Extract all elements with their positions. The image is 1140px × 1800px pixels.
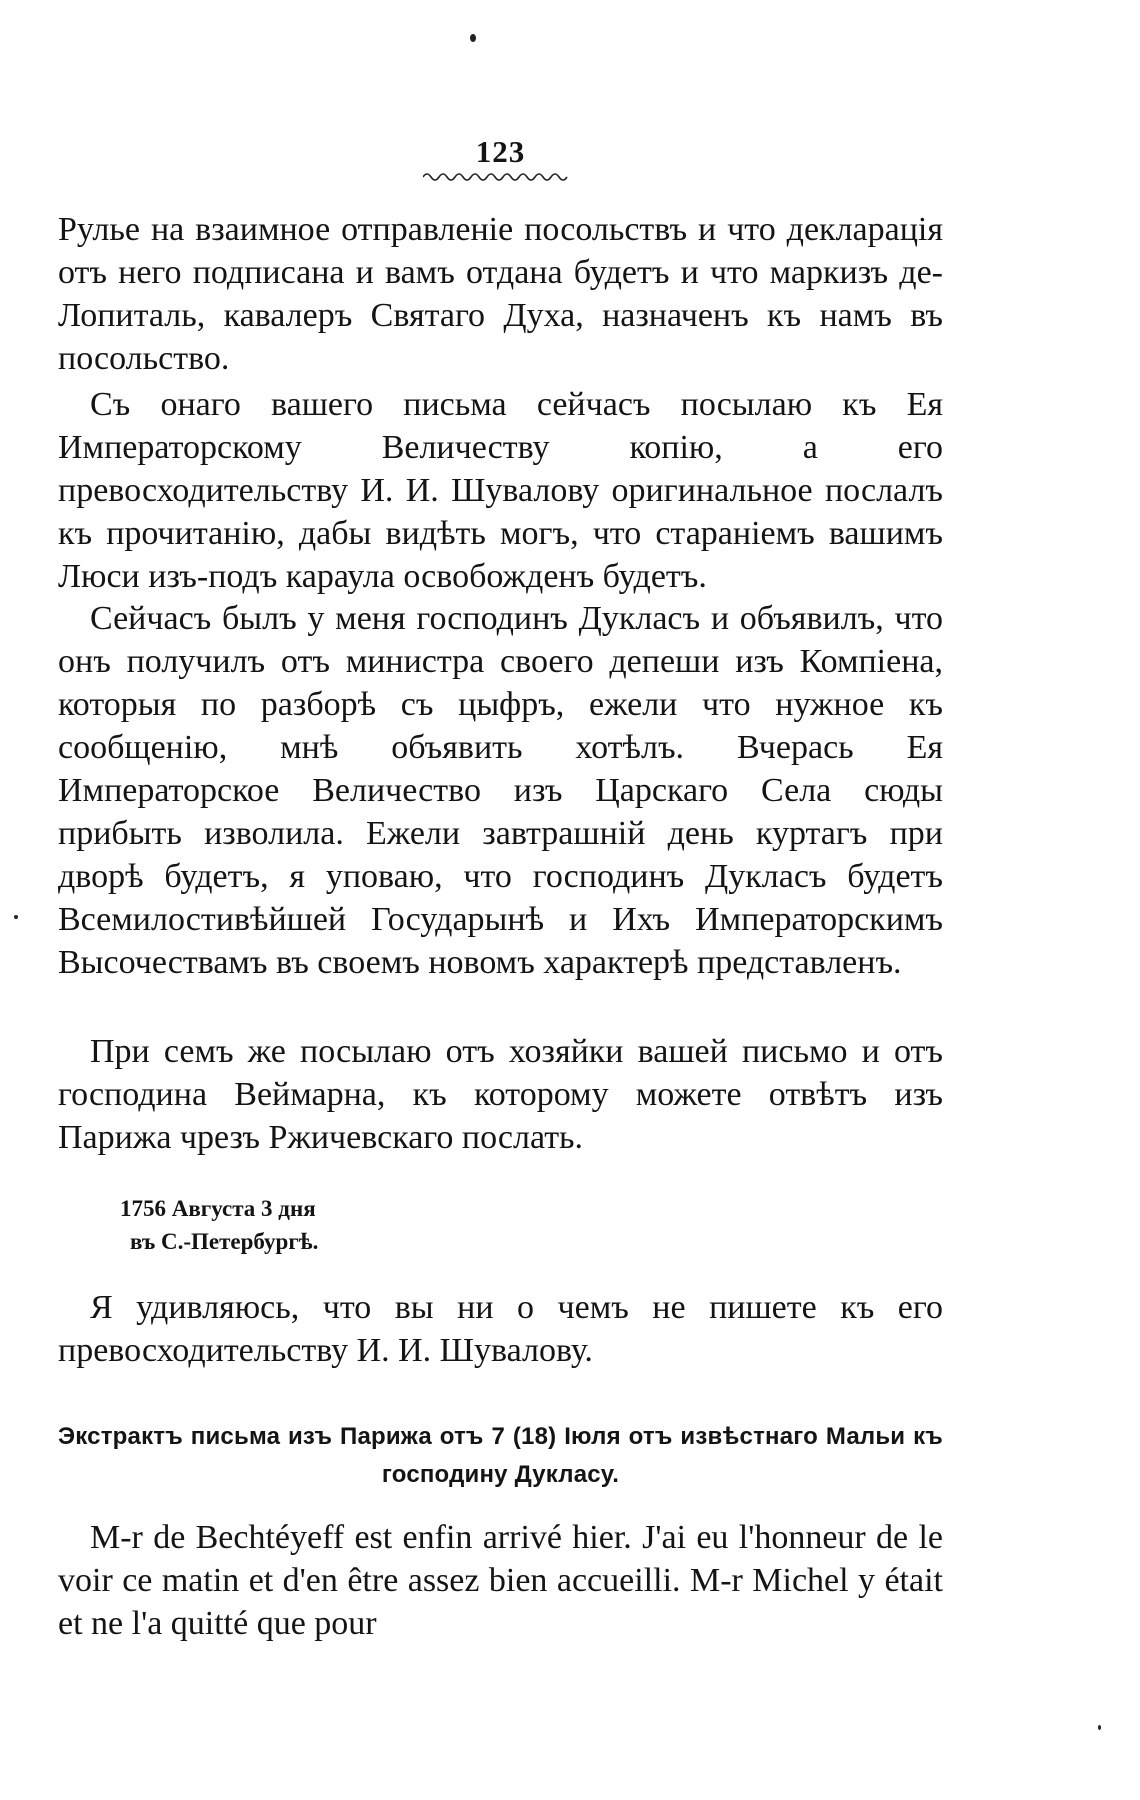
paragraph-1 [58,208,943,380]
postscript-text: Я удивляюсь, что вы ни о чемъ не пишете къ его превосходительству И. И. Шувалову. [58,1289,943,1369]
page-number: 123 [475,134,526,169]
book-page [58,0,943,1800]
paragraph-1-text: Рулье на взаимное отправленіе посольствъ и что декларація отъ него подписана и вамъ отдана будетъ и что маркизъ де-Лопиталь, кавалеръ Святаго Духа, назначенъ къ намъ въ посольство. [58,211,943,377]
paragraph-3 [58,597,943,984]
paragraph-4 [58,1030,943,1159]
section-heading: Экстрактъ письма изъ Парижа отъ 7 (18) Іюля отъ извѣстнаго Мальи къ господину Дукласу. [58,1423,943,1488]
french-paragraph-text: M-r de Bechtéyeff est enfin arrivé hier. J'ai eu l'honneur de le voir ce matin et d'en être assez bien accueilli. M-r Michel y était et ne l'a quitté que pour [58,1519,943,1642]
scan-speck-margin [14,915,18,919]
wavy-rule-ornament [423,168,573,182]
postscript [58,1286,943,1372]
paragraph-2 [58,383,943,598]
french-paragraph [58,1516,943,1645]
dateline-place: въ С.-Петербургѣ. [130,1229,319,1254]
paragraph-3-text: Сейчасъ былъ у меня господинъ Дукласъ и объявилъ, что онъ получилъ отъ министра своего депеши изъ Компіена, которыя по разборѣ съ цыфръ, ежели что нужное къ сообщенію, мнѣ объявить хотѣлъ. Вчерась Ея Императорское Величество изъ Царскаго Села сюды прибыть изволила. Ежели завтрашній день куртагъ при дворѣ будетъ, я уповаю, что господинъ Дукласъ будетъ Всемилостивѣйшей Государынѣ и Ихъ Императорскимъ Высочествамъ въ своемъ новомъ характерѣ представленъ. [58,600,943,981]
dateline-date: 1756 Августа 3 дня [120,1196,316,1221]
paragraph-2-text: Съ онаго вашего письма сейчасъ посылаю къ Ея Императорскому Величеству копію, а его превосходительству И. И. Шувалову оригинальное послалъ къ прочитанію, дабы видѣть могъ, что стараніемъ вашимъ Люси изъ-подъ караула освобожденъ будетъ. [58,386,943,595]
scan-speck-bottom [1098,1725,1101,1730]
paragraph-4-text: При семъ же посылаю отъ хозяйки вашей письмо и отъ господина Веймарна, къ которому можете отвѣтъ изъ Парижа чрезъ Ржичевскаго послать. [58,1033,943,1156]
